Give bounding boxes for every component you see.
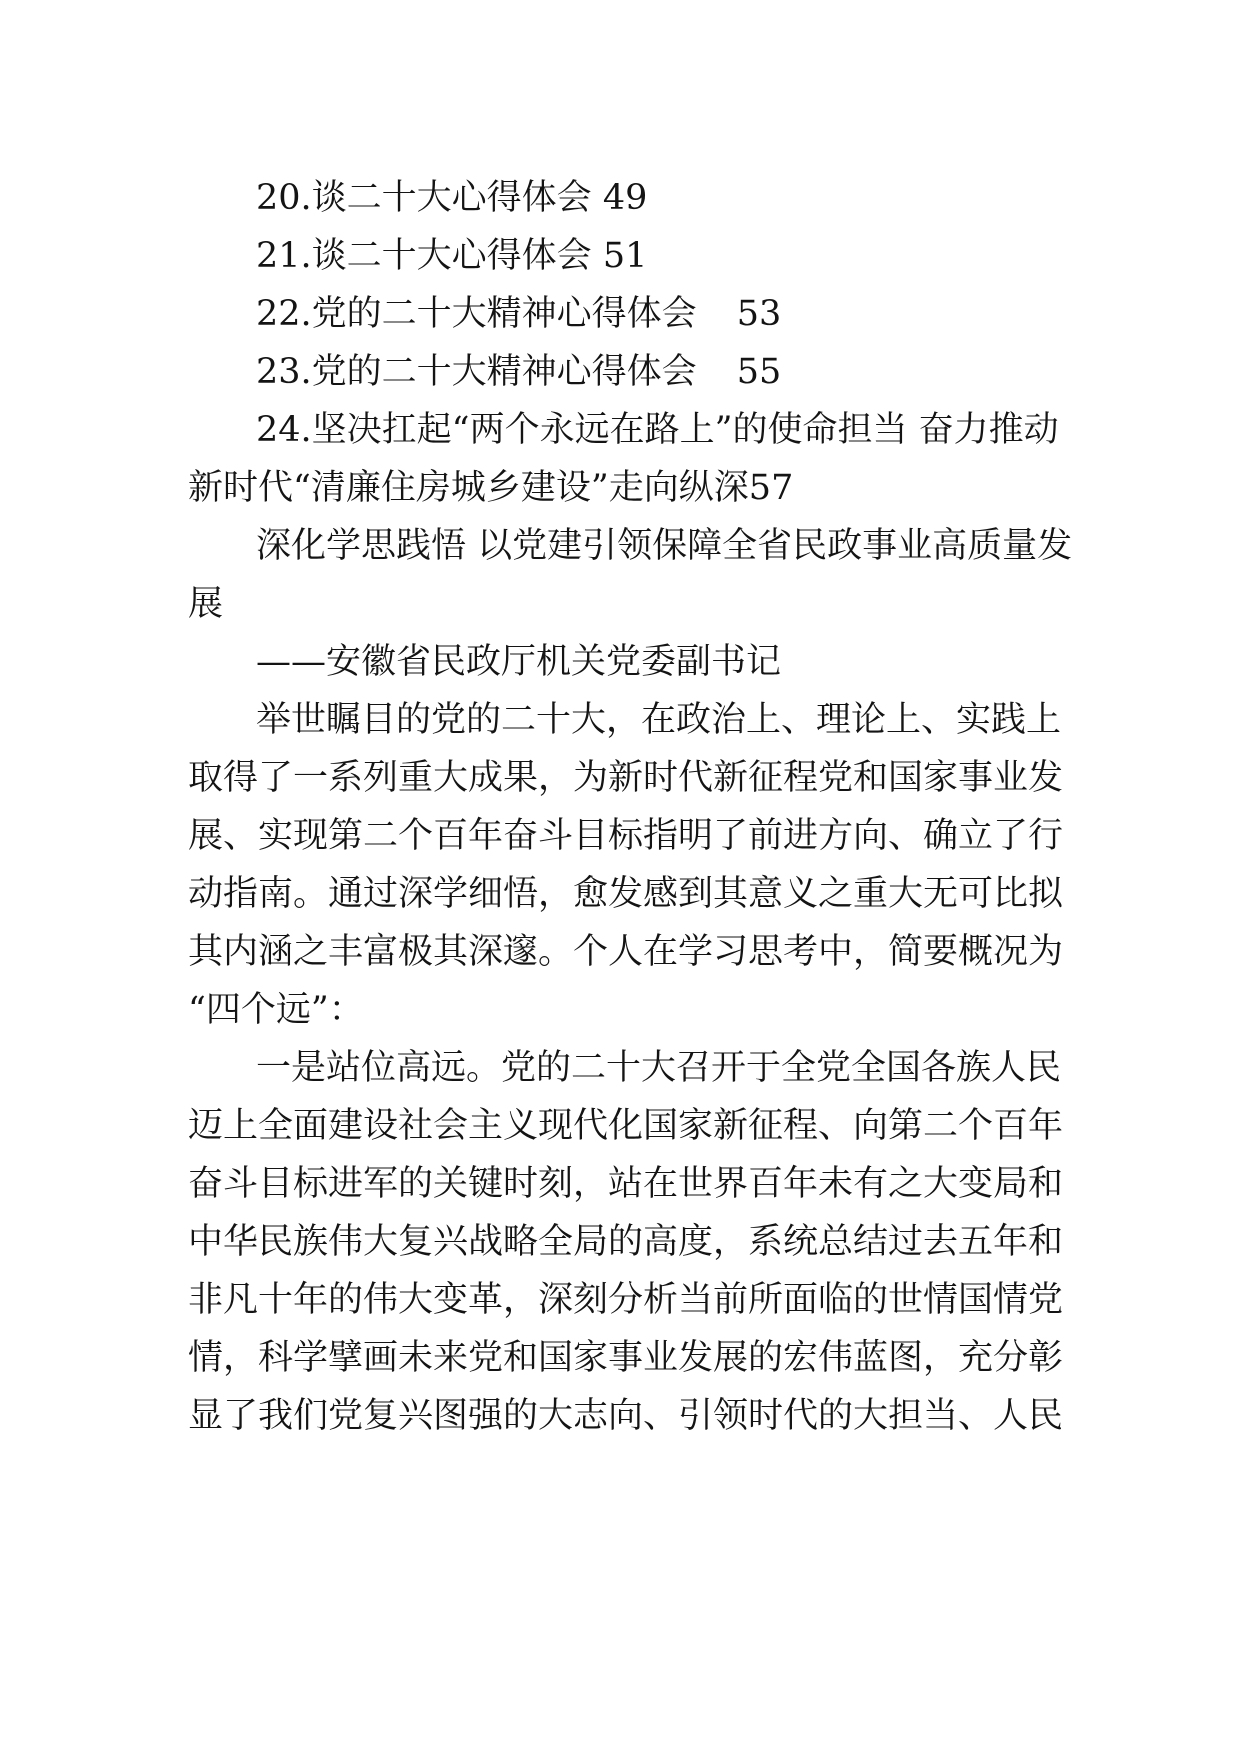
toc-page: 55 [736,352,782,392]
paragraph-line: 其内涵之丰富极其深邃。个人在学习思考中，简要概况为 [188,932,1064,972]
toc-item[interactable] [256,352,1058,392]
paragraph-line: 举世瞩目的党的二十大，在政治上、理论上、实践上 [256,700,1062,740]
paragraph-line: 奋斗目标进军的关键时刻，站在世界百年未有之大变局和 [188,1164,1064,1204]
toc-number: 21. [256,236,312,276]
article-title-line: 展 [188,584,224,624]
toc-title: 谈二十大心得体会 [311,178,592,218]
toc-item[interactable] [256,294,1058,334]
article-title-line: 深化学思践悟 以党建引领保障全省民政事业高质量发 [256,526,1073,566]
toc-title: 党的二十大精神心得体会 [311,294,697,334]
toc-number: 24. [256,410,312,450]
paragraph-line: 显了我们党复兴图强的大志向、引领时代的大担当、人民 [188,1396,1064,1436]
toc-item-continued[interactable] [188,468,1058,508]
article-byline: ——安徽省民政厅机关党委副书记 [256,642,782,682]
toc-number: 22. [256,294,312,334]
toc-item[interactable] [256,236,1058,276]
toc-number: 20. [256,178,312,218]
toc-item[interactable] [256,410,1058,450]
toc-title-line2: 新时代“清廉住房城乡建设”走向纵深 [188,468,749,508]
paragraph-line: 迈上全面建设社会主义现代化国家新征程、向第二个百年 [188,1106,1064,1146]
toc-title: 谈二十大心得体会 [311,236,592,276]
paragraph-line: 展、实现第二个百年奋斗目标指明了前进方向、确立了行 [188,816,1064,856]
toc-number: 23. [256,352,312,392]
toc-title-line1: 坚决扛起“两个永远在路上”的使命担当 奋力推动 [311,410,1059,450]
toc-page: 49 [602,178,648,218]
paragraph-line: 动指南。通过深学细悟，愈发感到其意义之重大无可比拟 [188,874,1064,914]
toc-item[interactable] [256,178,1058,218]
toc-title: 党的二十大精神心得体会 [311,352,697,392]
toc-page: 51 [602,236,648,276]
toc-page: 53 [736,294,782,334]
paragraph-line: 非凡十年的伟大变革，深刻分析当前所面临的世情国情党 [188,1280,1064,1320]
paragraph-line: 一是站位高远。党的二十大召开于全党全国各族人民 [256,1048,1062,1088]
paragraph-line: 情，科学擘画未来党和国家事业发展的宏伟蓝图，充分彰 [188,1338,1064,1378]
paragraph-line: 中华民族伟大复兴战略全局的高度，系统总结过去五年和 [188,1222,1064,1262]
paragraph-line: 取得了一系列重大成果，为新时代新征程党和国家事业发 [188,758,1064,798]
paragraph-line: “四个远”： [188,990,364,1030]
toc-page: 57 [748,468,794,508]
